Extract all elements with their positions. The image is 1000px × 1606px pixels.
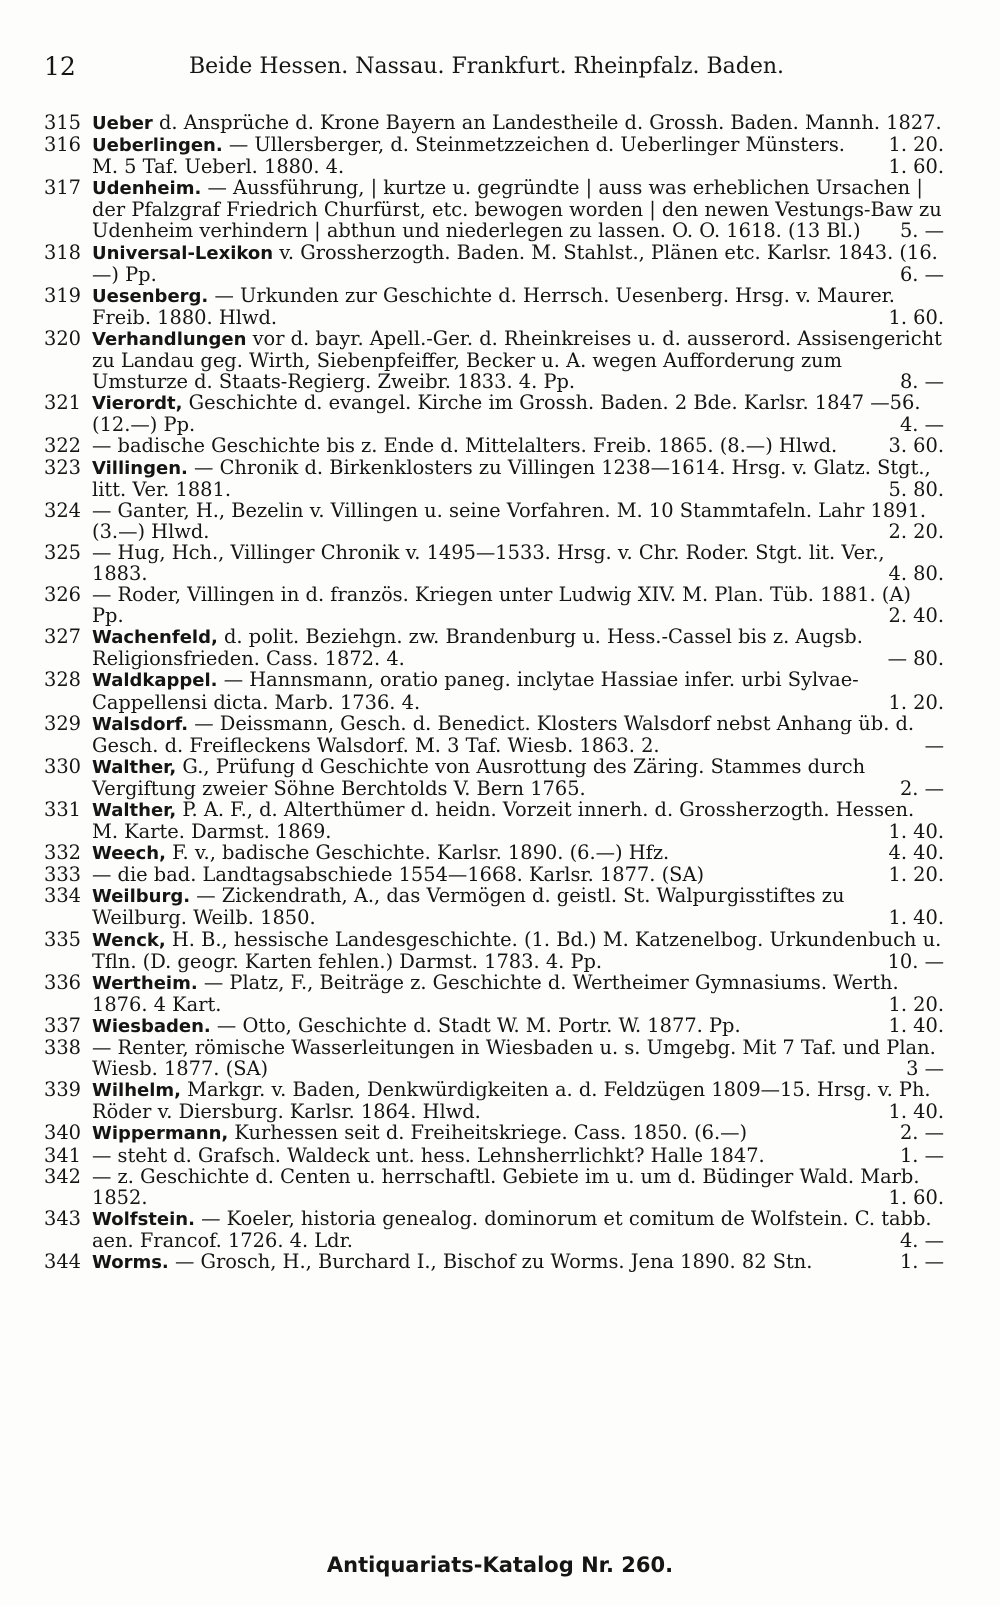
entry-number: 319 [44,283,82,307]
entry-keyword: Walsdorf. [92,713,189,735]
page-number: 12 [44,52,76,81]
entry-description: — die bad. Landtagsabschiede 1554—1668. Karlsr. 1877. (SA) [92,863,705,887]
entry-price: 1. 20. [888,992,944,1016]
entry-number: 339 [44,1078,82,1102]
catalog-entry [44,1208,944,1251]
entry-description: — Renter, römische Wasserleitungen in Wiesbaden u. s. Umgebg. Mit 7 Taf. und Plan. Wiesb. 1877. (SA) [92,1036,936,1081]
entry-text [92,1015,944,1037]
entry-price: 1. 20. [888,863,944,887]
entry-description: — Roder, Villingen in d. französ. Kriegen unter Ludwig XIV. M. Plan. Tüb. 1881. (A) Pp. [92,583,911,628]
entry-price: 1. 40. [888,1013,944,1037]
entry-text [92,756,944,799]
entry-text [92,1037,944,1079]
page-header [44,52,944,92]
entry-price: 4. — [899,413,944,437]
entry-number: 328 [44,668,82,692]
entry-number: 333 [44,863,82,887]
entry-number: 324 [44,498,82,522]
entry-price: 4. — [899,1228,944,1252]
entry-price: 5. 80. [888,477,944,501]
entry-number: 329 [44,711,82,735]
entry-text [92,842,944,864]
entry-text [92,626,944,669]
entry-description: — steht d. Grafsch. Waldeck unt. hess. Lehnsherrlichkt? Halle 1847. [92,1143,765,1167]
entry-description: d. Ansprüche d. Krone Bayern an Landestheile d. Grossh. Baden. Mannh. 1827. [158,111,942,134]
catalog-entry [44,1166,944,1208]
entry-keyword: Worms. [92,1251,169,1273]
entry-description: d. polit. Beziehgn. zw. Brandenburg u. Hess.-Cassel bis z. Augsb. Religionsfrieden. Cass. 1872. 4. [92,625,863,671]
entry-number: 316 [44,133,82,157]
catalog-entry [44,1015,944,1037]
entry-text [92,713,944,756]
entry-text [92,134,944,177]
catalog-entry [44,1251,944,1273]
entry-price: — [924,733,944,757]
entry-keyword: Walther, [92,800,177,821]
entry-number: 335 [44,927,82,951]
entry-keyword: Udenheim. [92,178,202,200]
entry-description: — Zickendrath, A., das Vermögen d. geistl. St. Walpurgisstiftes zu Weilburg. Weilb. 1850. [92,884,845,930]
entry-number: 343 [44,1206,82,1230]
entry-price: 10. — [887,949,944,973]
catalog-entry [44,177,944,241]
catalog-entry [44,713,944,756]
catalog-entry [44,500,944,542]
entry-price: 1. — [899,1249,944,1273]
catalog-entry [44,285,944,328]
catalog-entry [44,134,944,177]
entry-text [92,1079,944,1122]
entry-price: 6. — [899,262,944,286]
catalog-entry [44,756,944,799]
entry-text [92,1145,944,1166]
entry-description: vor d. bayr. Apell.-Ger. d. Rheinkreises u. d. ausserord. Assisengericht zu Landau geg. Wirth, Siebenpfeiffer, Becker u. A. wegen Aufforderung zum Umsturze d. Staats-Regierg. Zweibr. 1833. 4. Pp. [92,326,942,394]
entry-description: — Hannsmann, oratio paneg. inclytae Hassiae infer. urbi Sylvae-Cappellensi dicta. Marb. 1736. 4. [92,668,859,714]
footer-catalog-label: Antiquariats-Katalog Nr. 260. [326,1553,674,1577]
entry-price: 3. 60. [888,434,944,458]
entry-description: G., Prüfung d Geschichte von Ausrottung des Zäring. Stammes durch Vergiftung zweier Söhne Berchtolds V. Bern 1765. [92,754,866,800]
entry-price: 1. — [899,1143,944,1167]
catalog-entry [44,885,944,928]
catalog-entry [44,972,944,1015]
catalog-entry [44,1079,944,1122]
entry-keyword: Ueber [92,113,153,134]
entry-text [92,500,944,542]
entry-price: 1. 60. [888,155,944,179]
entry-text [92,177,944,241]
entry-number: 320 [44,326,82,350]
entry-number: 315 [44,111,82,134]
entry-description: Kurhessen seit d. Freiheitskriege. Cass. 1850. (6.—) [234,1121,748,1145]
entry-number: 318 [44,240,82,264]
entry-description: — Hug, Hch., Villinger Chronik v. 1495—1533. Hrsg. v. Chr. Roder. Stgt. lit. Ver., 1883. [92,540,885,585]
entry-text [92,457,944,500]
entry-description: H. B., hessische Landesgeschichte. (1. Bd.) M. Katzenelbog. Urkundenbuch u. Tfln. (D. geogr. Karten fehlen.) Darmst. 1783. 4. Pp. [92,927,942,973]
catalog-entry [44,242,944,285]
entry-price: 1. 40. [888,1100,944,1124]
catalog-entry [44,328,944,392]
catalog-entry [44,1145,944,1166]
entry-text [92,1251,944,1273]
entry-description: — Ganter, H., Bezelin v. Villingen u. seine Vorfahren. M. 10 Stammtafeln. Lahr 1891. (3.—) Hlwd. [92,498,927,543]
entry-price: 1. 20. [888,133,944,157]
entry-number: 330 [44,754,82,778]
entry-text [92,864,944,885]
entry-price: 1. 40. [888,906,944,930]
entry-number: 321 [44,391,82,415]
catalog-entry [44,392,944,435]
entry-keyword: Wippermann, [92,1123,229,1145]
catalog-entry [44,584,944,626]
entry-description: — Urkunden zur Geschichte d. Herrsch. Uesenberg. Hrsg. v. Maurer. Freib. 1880. Hlwd. [92,283,895,329]
entry-price: 3 — [906,1057,944,1081]
entry-text [92,929,944,972]
entry-text [92,584,944,626]
entry-number: 325 [44,540,82,564]
entry-list [44,112,944,1273]
entry-text [92,1208,944,1251]
catalog-entry [44,457,944,500]
entry-description: — Grosch, H., Burchard I., Bischof zu Worms. Jena 1890. 82 Stn. [174,1249,813,1273]
running-title: Beide Hessen. Nassau. Frankfurt. Rheinpfalz. Baden. [189,54,785,79]
entry-text [92,885,944,928]
entry-number: 323 [44,455,82,479]
entry-price: 1. 60. [888,1185,944,1209]
entry-description: — Koeler, historia genealog. dominorum et comitum de Wolfstein. C. tabb. aen. Francof. 1726. 4. Ldr. [92,1206,932,1252]
entry-text [92,542,944,584]
entry-price: 5. — [899,219,944,243]
entry-number: 322 [44,434,82,458]
catalog-entry [44,669,944,712]
entry-number: 332 [44,841,82,865]
entry-price: 4. 40. [888,841,944,865]
entry-number: 337 [44,1013,82,1037]
entry-description: — Platz, F., Beiträge z. Geschichte d. Wertheimer Gymnasiums. Werth. 1876. 4 Kart. [92,970,899,1016]
catalog-entry [44,626,944,669]
entry-keyword: Wilhelm, [92,1080,181,1102]
entry-text [92,392,944,435]
entry-keyword: Wiesbaden. [92,1015,211,1037]
entry-number: 327 [44,625,82,649]
entry-price: 1. 20. [888,690,944,714]
entry-description: F. v., badische Geschichte. Karlsr. 1890. (6.—) Hfz. [172,841,670,865]
entry-price: 2. 20. [888,519,944,543]
entry-description: — Ullersberger, d. Steinmetzzeichen d. Ueberlinger Münsters. M. 5 Taf. Ueberl. 1880. 4. [92,133,845,179]
entry-text [92,435,944,456]
entry-description: — badische Geschichte bis z. Ende d. Mittelalters. Freib. 1865. (8.—) Hlwd. [92,434,838,458]
catalog-entry [44,435,944,456]
entry-number: 317 [44,176,82,200]
entry-number: 331 [44,798,82,821]
entry-price: — 80. [887,647,944,671]
entry-number: 336 [44,970,82,994]
entry-price: 1. 40. [888,820,944,844]
entry-keyword: Vierordt, [92,393,183,415]
entry-keyword: Wenck, [92,929,166,951]
entry-number: 326 [44,583,82,607]
entry-description: — z. Geschichte d. Centen u. herrschaftl. Gebiete im u. um d. Büdinger Wald. Marb. 1852. [92,1164,920,1209]
catalog-entry [44,842,944,864]
entry-keyword: Weech, [92,843,166,865]
entry-description: — Deissmann, Gesch. d. Benedict. Klosters Walsdorf nebst Anhang üb. d. Gesch. d. Freifleckens Walsdorf. M. 3 Taf. Wiesb. 1863. 2. [92,711,915,757]
entry-text [92,1122,944,1144]
entry-text [92,669,944,712]
entry-description: v. Grossherzogth. Baden. M. Stahlst., Plänen etc. Karlsr. 1843. (16.—) Pp. [92,240,938,286]
catalog-entry [44,1122,944,1144]
entry-keyword: Wolfstein. [92,1208,195,1230]
catalog-entry [44,929,944,972]
entry-number: 334 [44,884,82,908]
entry-description: — Otto, Geschichte d. Stadt W. M. Portr. W. 1877. Pp. [216,1013,741,1037]
entry-description: P. A. F., d. Alterthümer d. heidn. Vorzeit innerh. d. Grossherzogth. Hessen. M. Karte. Darmst. 1869. [92,798,915,844]
entry-text [92,285,944,328]
entry-price: 2. — [899,776,944,800]
catalog-entry [44,542,944,584]
entry-description: — Chronik d. Birkenklosters zu Villingen 1238—1614. Hrsg. v. Glatz. Stgt., litt. Ver. 1881. [92,455,931,501]
entry-text [92,328,944,392]
entry-description: — Aussführung, | kurtze u. gegründte | auss was erheblichen Ursachen | der Pfalzgraf Friedrich Churfürst, etc. bewogen worden | den newen Vestungs-Baw zu Udenheim verhindern | abthun und niederlegen zu lassen. O. O. 1618. (13 Bl.) [92,176,942,243]
entry-text [92,972,944,1015]
entry-price: 1. 60. [888,305,944,329]
catalog-entry [44,864,944,885]
entry-keyword: Villingen. [92,457,188,479]
entry-keyword: Universal-Lexikon [92,242,274,264]
entry-price: 8. — [899,370,944,394]
entry-number: 338 [44,1036,82,1060]
entry-keyword: Wachenfeld, [92,627,218,649]
entry-number: 340 [44,1121,82,1145]
entry-price: 4. 80. [888,561,944,585]
catalog-entry [44,799,944,842]
entry-number: 344 [44,1249,82,1273]
catalog-entry [44,1037,944,1079]
entry-text [92,1166,944,1208]
entry-keyword: Uesenberg. [92,285,209,307]
entry-description: Geschichte d. evangel. Kirche im Grossh. Baden. 2 Bde. Karlsr. 1847 —56. (12.—) Pp. [92,391,921,437]
entry-keyword: Weilburg. [92,886,191,908]
entry-number: 342 [44,1164,82,1188]
entry-text [92,242,944,285]
entry-price: 2. 40. [888,604,944,628]
entry-text [92,799,944,842]
entry-keyword: Walther, [92,756,177,778]
entry-keyword: Wertheim. [92,972,198,994]
entry-description: Markgr. v. Baden, Denkwürdigkeiten a. d. Feldzügen 1809—15. Hrsg. v. Ph. Röder v. Diersburg. Karlsr. 1864. Hlwd. [92,1078,931,1124]
entry-price: 2. — [899,1121,944,1145]
entry-keyword: Waldkappel. [92,670,218,692]
entry-number: 341 [44,1143,82,1167]
entry-keyword: Ueberlingen. [92,135,223,157]
entry-keyword: Verhandlungen [92,328,247,350]
